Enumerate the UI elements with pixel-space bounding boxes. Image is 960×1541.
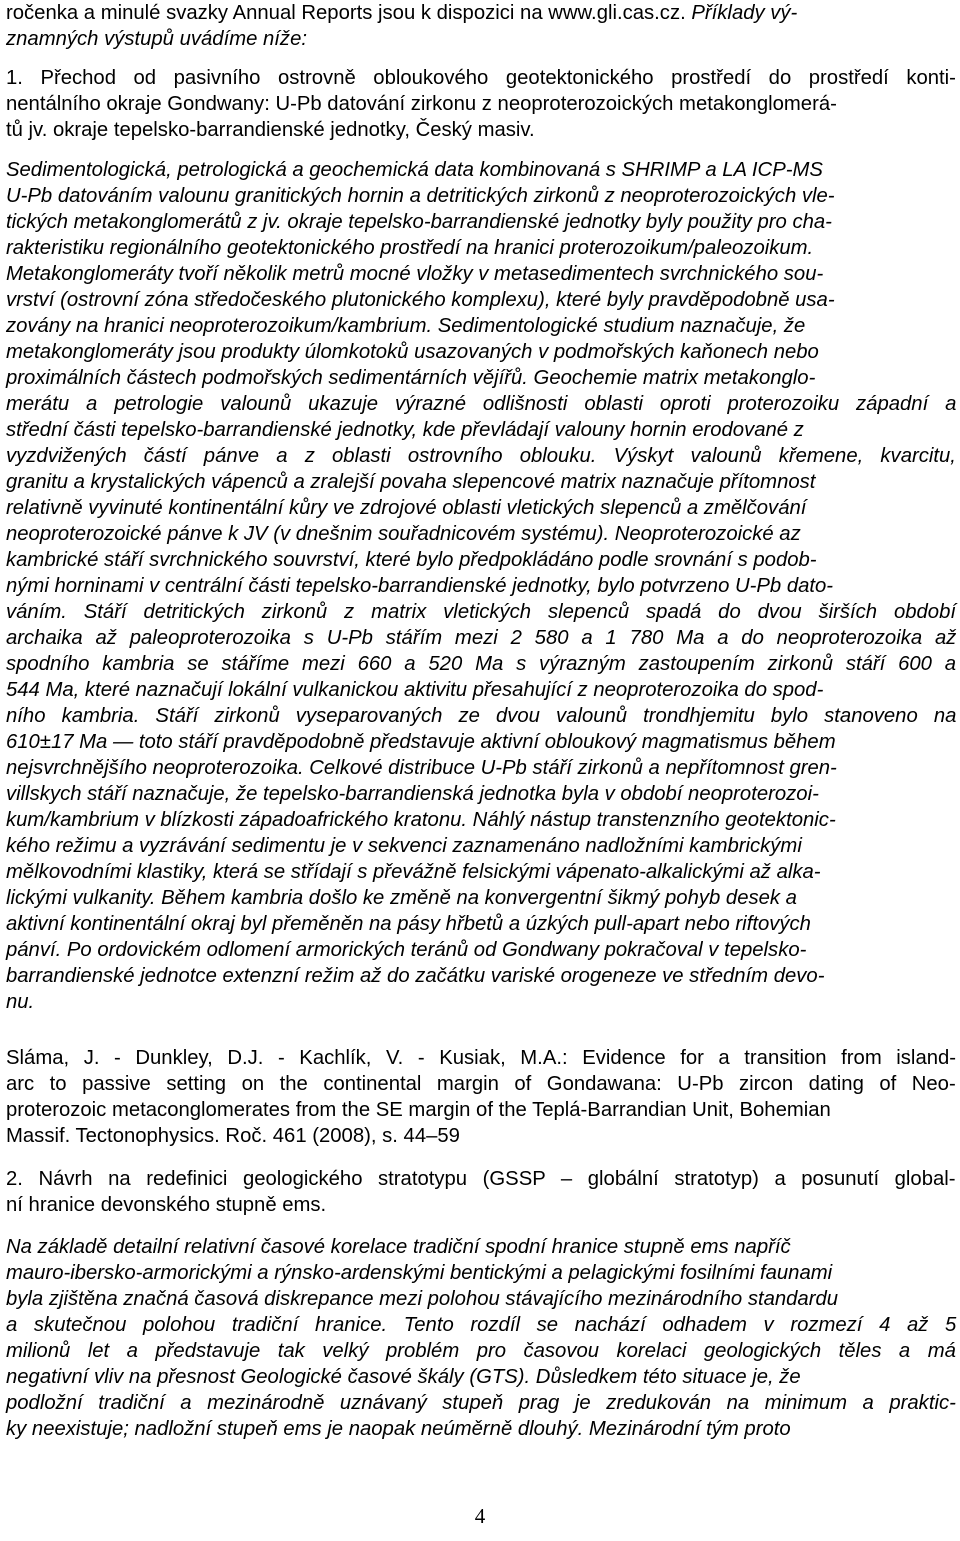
abstract-line: pánví. Po ordovickém odlomení armorických teránů od Gondwany pokračoval v tepelsko- [6,939,807,961]
abstract-line: proximálních částech podmořských sedimentárních vějířů. Geochemie matrix metakonglo- [6,367,816,389]
abstract-line: negativní vliv na přesnost Geologické časové škály (GTS). Důsledkem této situace je, že [6,1366,801,1388]
abstract-line: tických metakonglomerátů z jv. okraje tepelsko-barrandienské jednotky byly použity pro cha- [6,211,832,233]
title-line: 1. Přechod od pasivního ostrovně obloukového geotektonického prostředí do prostředí konti- [6,67,956,89]
abstract-line: kého režimu a vyzrávání sedimentu je v sekvenci zaznamenáno nadložními kambrickými [6,835,802,857]
reference-line: arc to passive setting on the continental margin of Gondawana: U-Pb zircon dating of Neo- [6,1073,956,1095]
abstract-line: villskych stáří naznačuje, že tepelsko-barrandienská jednotka byla v období neoproterozoi- [6,783,819,805]
abstract-line: podložní tradiční a mezinárodně uznávaný stupeň prag je zredukován na minimum a praktic- [6,1392,956,1414]
abstract-line: archaika až paleoproterozoika s U-Pb stářím mezi 2 580 a 1 780 Ma a do neoproterozoika až [6,627,957,649]
abstract-line: mauro-ibersko-armorickými a rýnsko-ardenskými bentickými a pelagickými fosilními faunami [6,1262,833,1284]
reference-line: Sláma, J. - Dunkley, D.J. - Kachlík, V. - Kusiak, M.A.: Evidence for a transition from island- [6,1047,957,1069]
abstract-line: nu. [6,991,35,1013]
abstract-line: spodního kambria se stáříme mezi 660 a 520 Ma s výrazným zastoupením zirkonů stáří 600 a [6,653,957,675]
abstract-line: a skutečnou polohou tradiční hranice. Tento rozdíl se nachází odhadem v rozmezí 4 až 5 [6,1314,957,1336]
reference-line: Massif. Tectonophysics. Roč. 461 (2008), s. 44–59 [6,1125,460,1147]
intro-italic-text: Příklady vý- [691,2,798,24]
abstract-line: kambrické stáří svrchnického souvrství, které bylo předpokládáno podle srovnání s podob- [6,549,817,571]
abstract-line: vyzdvižených částí pánve a z oblasti ostrovního oblouku. Výskyt valounů křemene, kvarcitu, [6,445,956,467]
item1-title [6,65,956,143]
item1-reference [6,1045,956,1149]
abstract-line: kum/kambrium v blízkosti západoafrického kratonu. Náhlý nástup transtenzního geotektonic- [6,809,836,831]
abstract-line: metakonglomeráty jsou produkty úlomkotoků usazovaných v podmořských kaňonech nebo [6,341,819,363]
abstract-line: Sedimentologická, petrologická a geochemická data kombinovaná s SHRIMP a LA ICP-MS [6,159,823,181]
abstract-line: milionů let a představuje tak velký problém pro časovou korelaci geologických těles a má [6,1340,956,1362]
abstract-line: 610±17 Ma — toto stáří pravděpodobně představuje aktivní obloukový magmatismus během [6,731,836,753]
abstract-line: vrství (ostrovní zóna středočeského plutonického komplexu), které byly pravděpodobně usa- [6,289,835,311]
abstract-line: váním. Stáří detritických zirkonů z matrix vletických slepenců spadá do dvou širších období [6,601,956,623]
abstract-line: Metakonglomeráty tvoří několik metrů mocné vložky v metasedimentech svrchnického sou- [6,263,824,285]
title-line: 2. Návrh na redefinici geologického stratotypu (GSSP – globální stratotyp) a posunutí global- [6,1168,956,1190]
abstract-line: střední části tepelsko-barrandienské jednotky, kde převládají valouny hornin erodované z [6,419,804,441]
abstract-line: Na základě detailní relativní časové korelace tradiční spodní hranice stupně ems napříč [6,1236,791,1258]
abstract-line: relativně vyvinuté kontinentální kůry ve zdrojové oblasti vletických slepenců a změlčování [6,497,807,519]
title-line: nentálního okraje Gondwany: U-Pb datování zirkonu z neoproterozoických metakonglomerá- [6,93,837,115]
intro-text: ročenka a minulé svazky Annual Reports jsou k dispozici na www.gli.cas.cz. [6,2,692,24]
intro-paragraph [6,0,956,52]
abstract-line: rakteristiku regionálního geotektonického prostředí na hranici proterozoikum/paleozoikum. [6,237,814,259]
abstract-line: lickými vulkanity. Během kambria došlo ke změně na konvergentní šikmý pohyb desek a [6,887,797,909]
abstract-line: granitu a krystalických vápenců a zralejší povaha slepencové matrix naznačuje přítomnost [6,471,816,493]
abstract-line: mělkovodními klastiky, která se střídají s převážně felsickými vápenato-alkalickými až alka- [6,861,821,883]
abstract-line: ního kambria. Stáří zirkonů vyseparovaných ze dvou valounů trondhjemitu bylo stanoveno na [6,705,957,727]
abstract-line: neoproterozoické pánve k JV (v dnešnim souřadnicovém systému). Neoproterozoické az [6,523,801,545]
title-line: ní hranice devonského stupně ems. [6,1194,327,1216]
item2-abstract [6,1234,956,1442]
abstract-line: byla zjištěna značná časová diskrepance mezi polohou stávajícího mezinárodního standardu [6,1288,839,1310]
abstract-line: merátu a petrologie valounů ukazuje výrazné odlišnosti oblasti oproti proterozoiku západní a [6,393,957,415]
item2-title [6,1166,956,1218]
intro-line [6,0,956,26]
abstract-line: nými horninami v centrální části tepelsko-barrandienské jednotky, bylo potvrzeno U-Pb dato- [6,575,834,597]
abstract-line: aktivní kontinentální okraj byl přeměněn na pásy hřbetů a úzkých pull-apart nebo riftových [6,913,811,935]
reference-line: proterozoic metaconglomerates from the SE margin of the Teplá-Barrandian Unit, Bohemian [6,1099,831,1121]
abstract-line: U-Pb datováním valounu granitických hornin a detritických zirkonů z neoproterozoických vle- [6,185,835,207]
page-number: 4 [474,1504,486,1528]
abstract-line: zovány na hranici neoproterozoikum/kambrium. Sedimentologické studium naznačuje, že [6,315,806,337]
title-line: tů jv. okraje tepelsko-barrandienské jednotky, Český masiv. [6,119,535,141]
abstract-line: 544 Ma, které naznačují lokální vulkanickou aktivitu přesahující z neoproterozoika do spod- [6,679,824,701]
item1-abstract [6,157,956,1015]
abstract-line: nejsvrchnějšího neoproterozoika. Celkové distribuce U-Pb stáří zirkonů a nepřítomnost gren- [6,757,837,779]
abstract-line: ky neexistuje; nadložní stupeň ems je naopak neúměrně dlouhý. Mezinárodní tým proto [6,1418,791,1440]
intro-line: znamných výstupů uvádíme níže: [6,28,307,50]
abstract-line: barrandienské jednotce extenzní režim až do začátku variské orogeneze ve středním devo- [6,965,825,987]
